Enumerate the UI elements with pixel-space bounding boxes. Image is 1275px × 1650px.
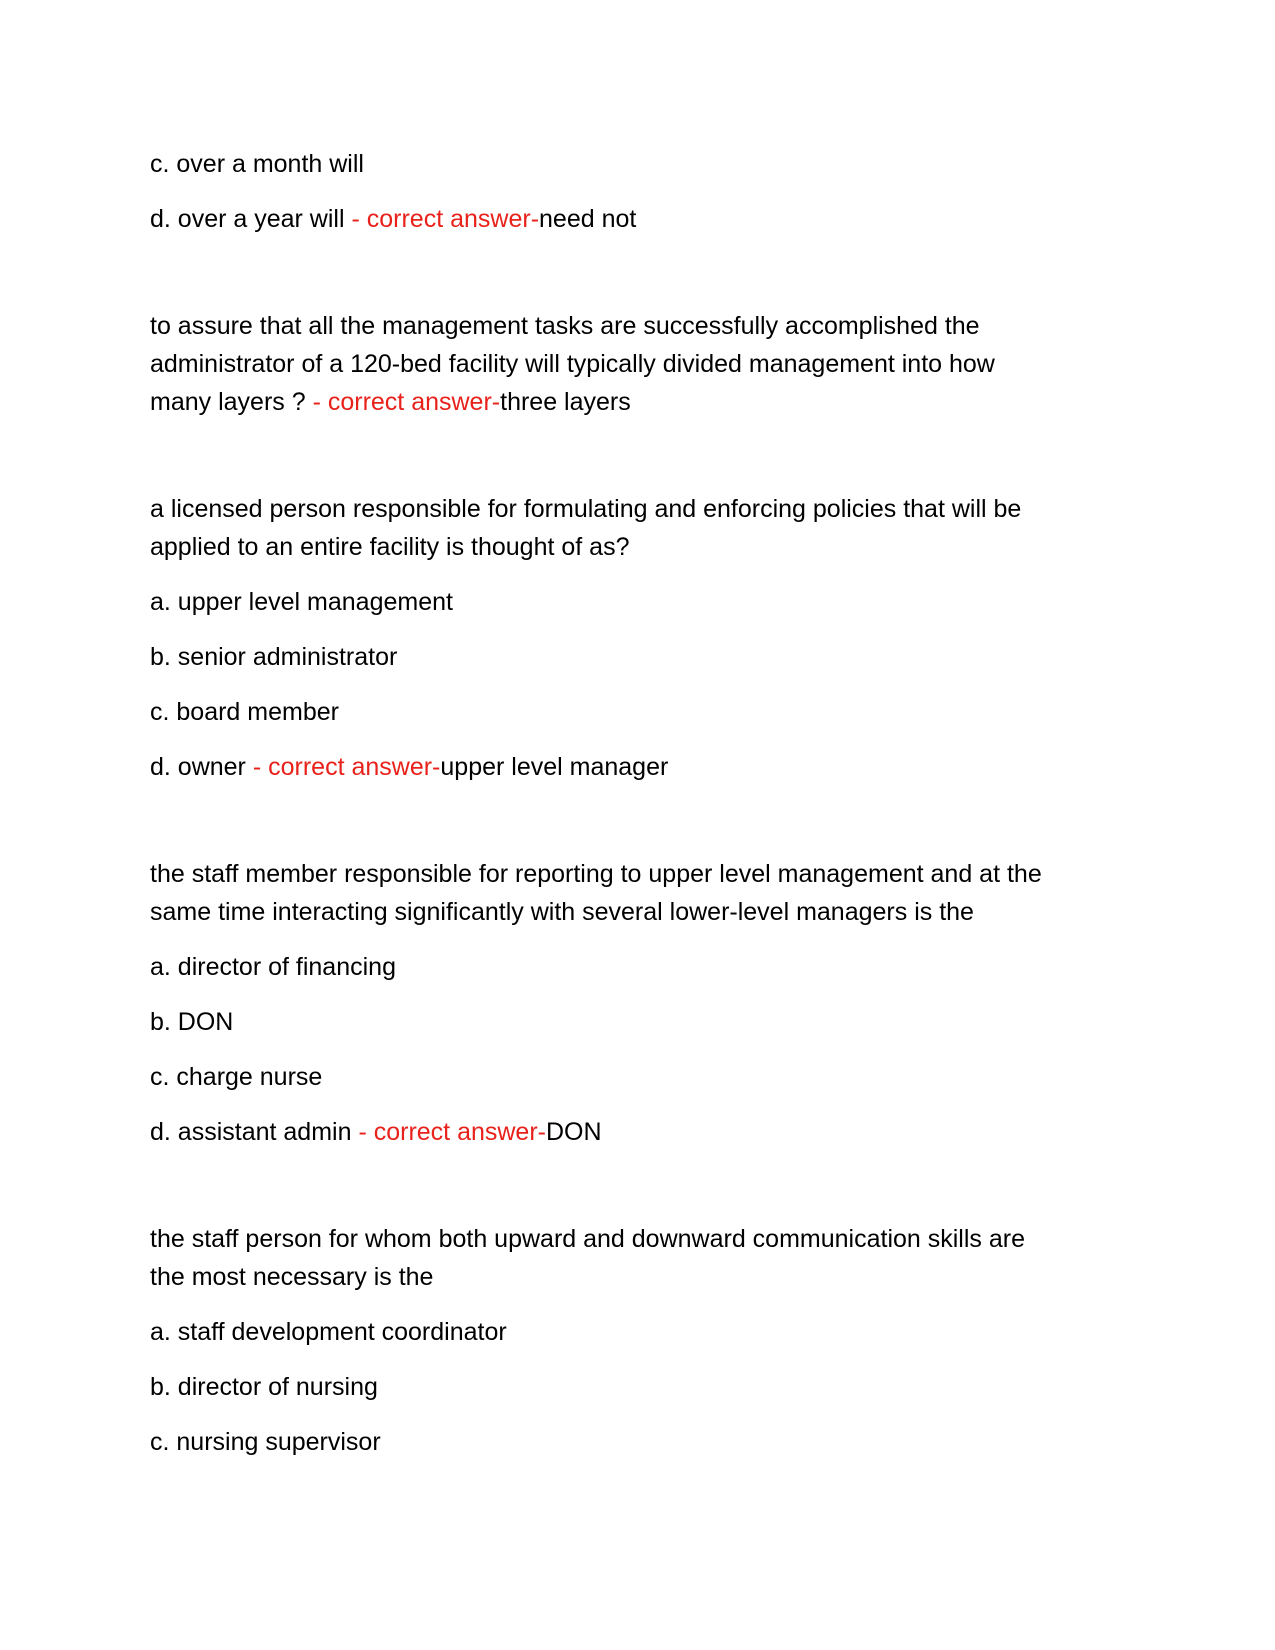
- question-line: same time interacting significantly with several lower-level managers is the: [150, 898, 974, 926]
- option-c: c. over a month will: [150, 150, 364, 178]
- question-line: the most necessary is the: [150, 1263, 434, 1291]
- correct-answer-marker: - correct answer-: [312, 388, 501, 416]
- option-a: a. upper level management: [150, 588, 453, 616]
- question-line: to assure that all the management tasks are successfully accomplished the: [150, 312, 980, 340]
- option-c: c. charge nurse: [150, 1063, 323, 1091]
- correct-answer-marker: - correct answer-: [252, 753, 441, 781]
- question-line: a licensed person responsible for formulating and enforcing policies that will be: [150, 495, 1022, 523]
- question-line: applied to an entire facility is thought of as?: [150, 533, 630, 561]
- option-b: b. director of nursing: [150, 1373, 378, 1401]
- answer-text: upper level manager: [440, 753, 669, 781]
- question-block: [150, 307, 1140, 421]
- question-block: [150, 145, 1140, 238]
- correct-answer-marker: - correct answer-: [351, 205, 540, 233]
- option-text: d. assistant admin: [150, 1118, 352, 1146]
- answer-text: DON: [546, 1118, 602, 1146]
- question-block: [150, 490, 1140, 786]
- option-a: a. director of financing: [150, 953, 396, 981]
- option-d: [150, 748, 1140, 786]
- option-d: [150, 200, 1140, 238]
- question-line: the staff person for whom both upward and downward communication skills are: [150, 1225, 1025, 1253]
- question-text: many layers ?: [150, 388, 306, 416]
- option-c: c. board member: [150, 698, 339, 726]
- correct-answer-marker: - correct answer-: [358, 1118, 546, 1146]
- page-content: [150, 145, 1140, 1461]
- option-c: c. nursing supervisor: [150, 1428, 381, 1456]
- option-text: d. over a year will: [150, 205, 345, 233]
- question-block: [150, 855, 1140, 1151]
- question-line: [150, 383, 1140, 421]
- answer-text: need not: [539, 205, 637, 233]
- option-b: b. DON: [150, 1008, 234, 1036]
- option-b: b. senior administrator: [150, 643, 398, 671]
- answer-text: three layers: [500, 388, 631, 416]
- question-line: the staff member responsible for reporting to upper level management and at the: [150, 860, 1042, 888]
- option-text: d. owner: [150, 753, 246, 781]
- option-d: [150, 1113, 1140, 1151]
- question-line: administrator of a 120-bed facility will typically divided management into how: [150, 350, 995, 378]
- option-a: a. staff development coordinator: [150, 1318, 507, 1346]
- question-block: [150, 1220, 1140, 1461]
